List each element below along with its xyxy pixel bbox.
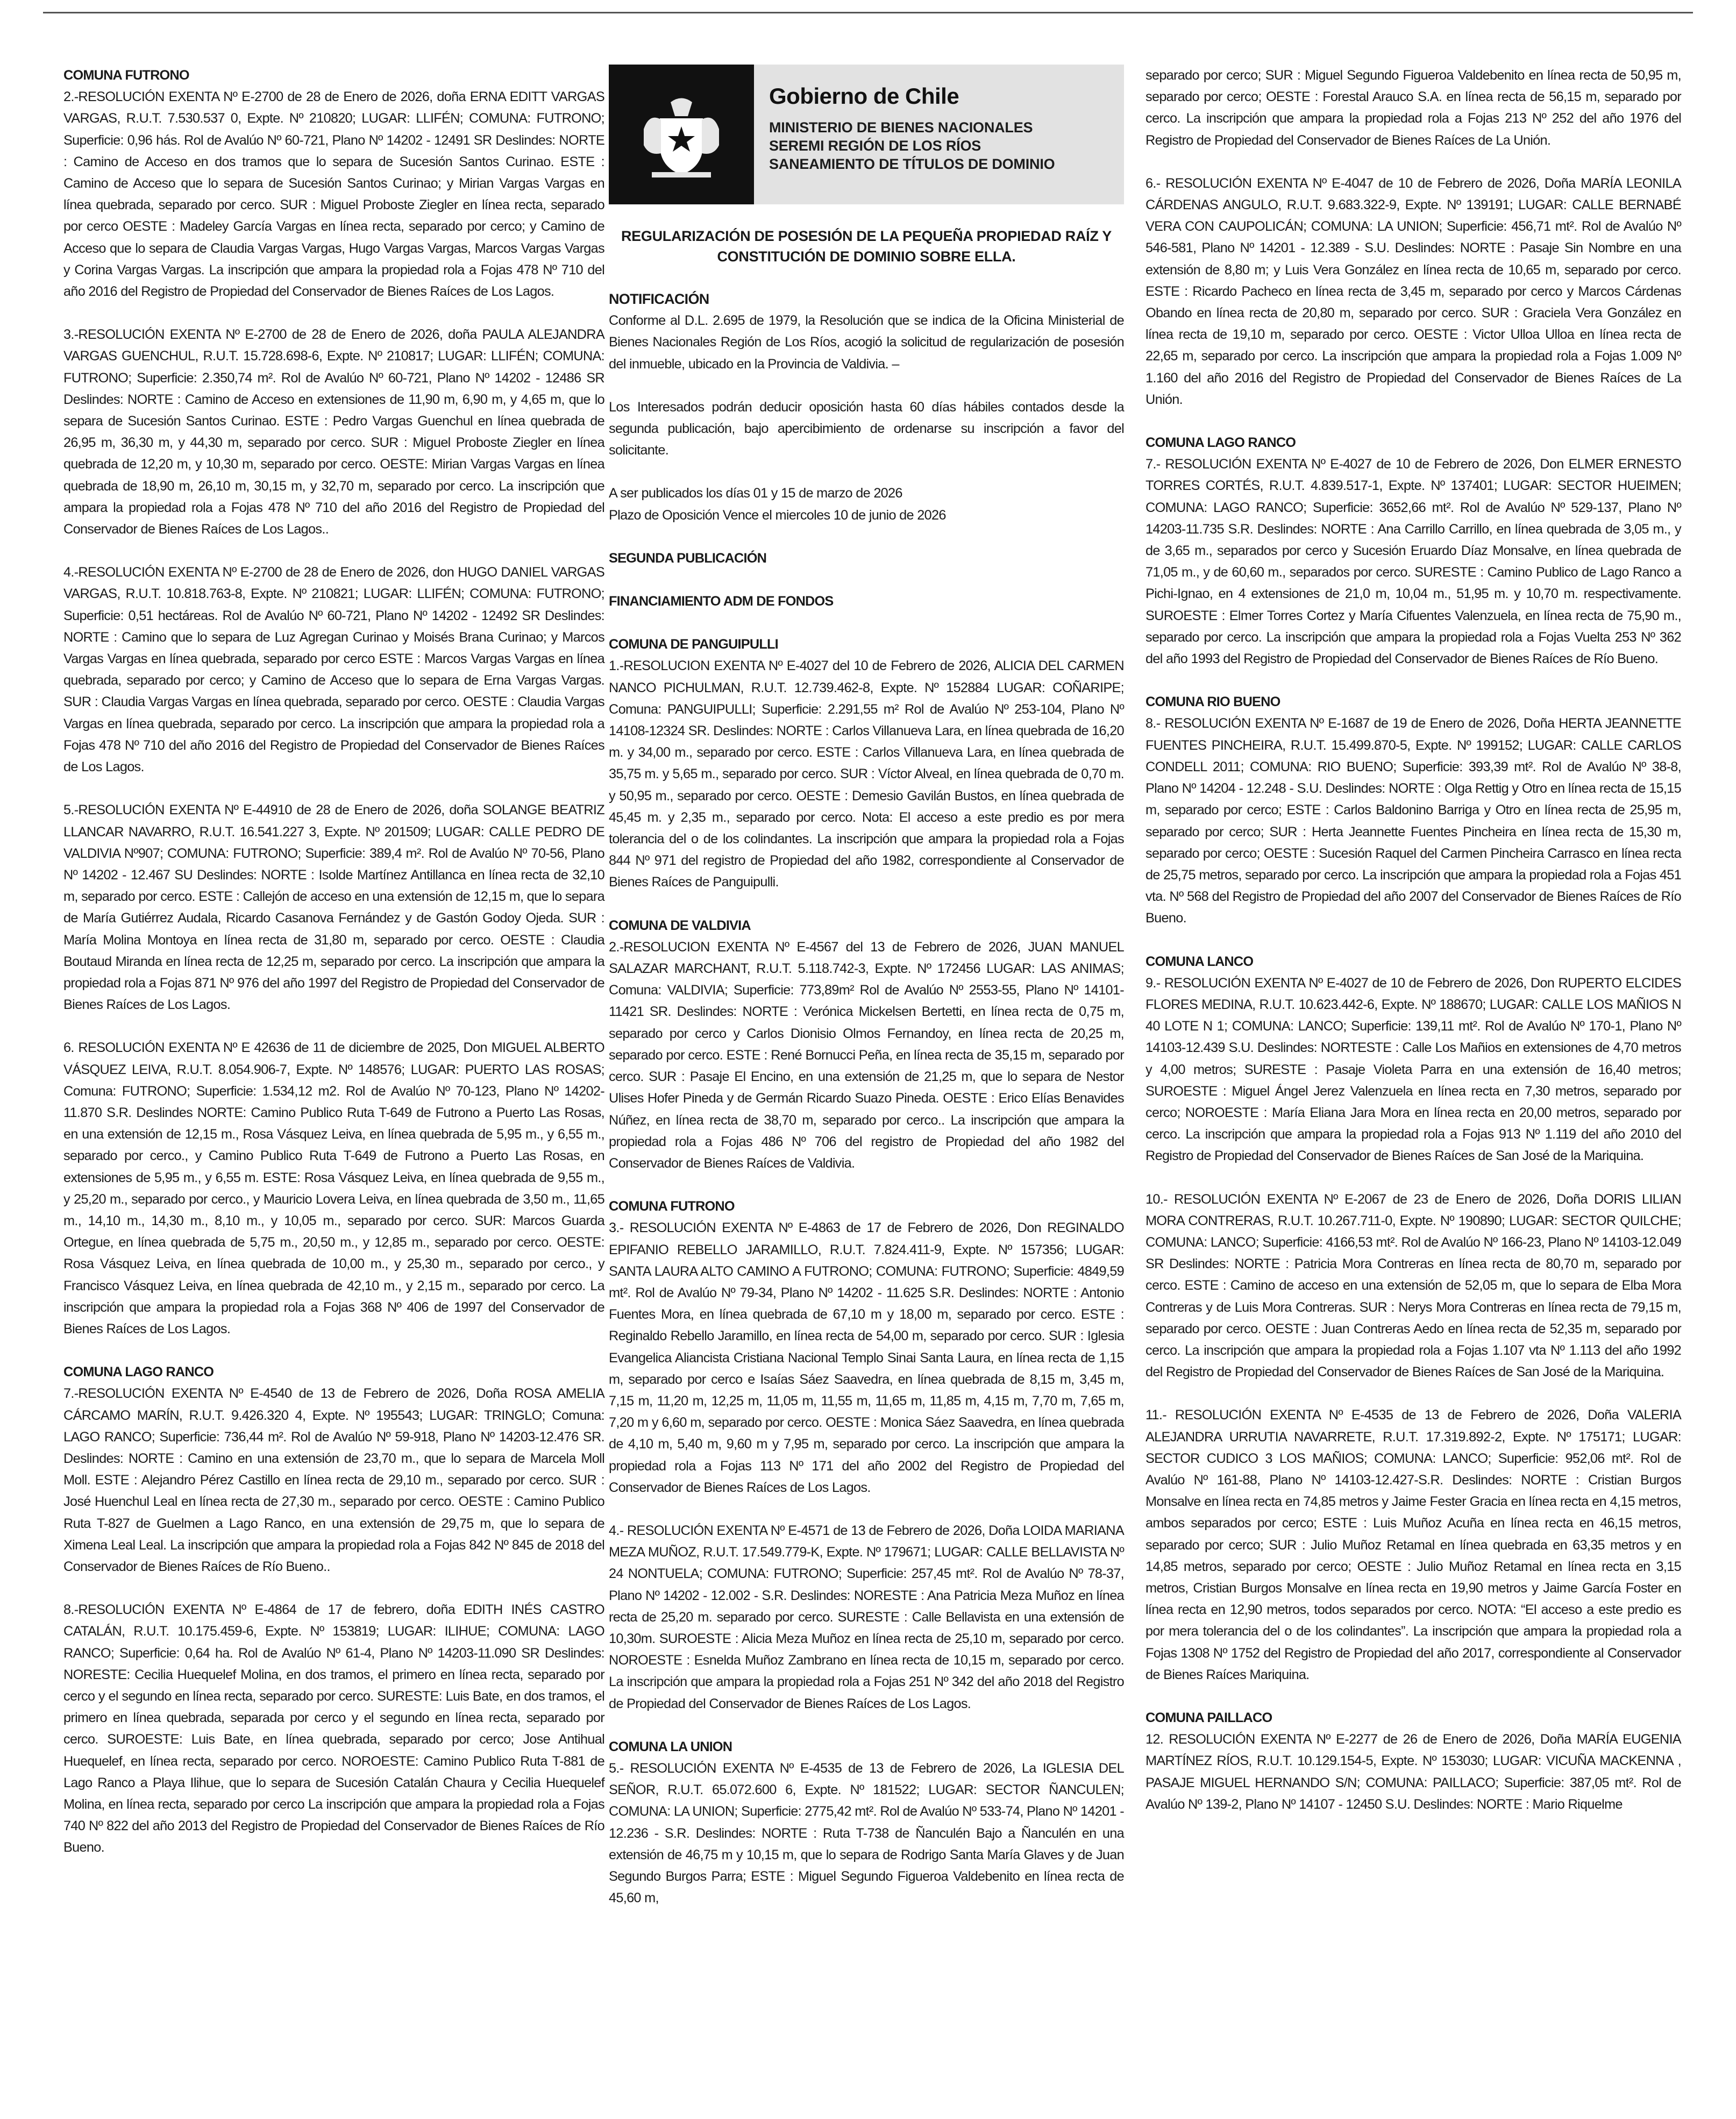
column-right	[1146, 65, 1681, 1815]
gobierno-banner	[609, 65, 1124, 204]
resolution-paragraph: 9.- RESOLUCIÓN EXENTA Nº E-4027 de 10 de Febrero de 2026, Don RUPERTO ELCIDES FLORES MEDINA, R.U.T. 10.623.442-6, Expte. Nº 188670; LUGAR: CALLE LOS MAÑIOS N 40 LOTE N 1; COMUNA: LANCO; Superficie: 139,11 mt². Rol de Avalúo Nº 170-1, Plano Nº 14103-12.439 S.U. Deslindes: NORTESTE : Calle Los Mañios en extensiones de 4,70 metros y 4,00 metros; SURESTE : Pasaje Violeta Parra en una extensión de 16,40 metros; SUROESTE : Miguel Ángel Jerez Valenzuela en línea recta en 7,30 metros, separado por cerco; NOROESTE : María Eliana Jara Mora en línea recta en 20,00 metros, separado por cerco. La inscripción que ampara la propiedad rola a Fojas 913 Nº 1.119 del año 2010 del Registro de Propiedad del Conservador de Bienes Raíces de San José de la Mariquina.	[1146, 975, 1681, 1164]
section-heading: COMUNA LA UNION	[609, 1739, 732, 1754]
resolution-paragraph: 6. RESOLUCIÓN EXENTA Nº E 42636 de 11 de diciembre de 2025, Don MIGUEL ALBERTO VÁSQUEZ LEIVA, R.U.T. 8.054.906-7, Expte. Nº 148576; LUGAR: PUERTO LAS ROSAS; Comuna: FUTRONO; Superficie: 1.534,12 m2. Rol de Avalúo Nº 70-123, Plano Nº 14202-11.870 S.R. Deslindes NORTE: Camino Publico Ruta T-649 de Futrono a Puerto Las Rosas, en una extensión de 12,15 m., Rosa Vásquez Leiva, en línea quebrada de 5,95 m., y 6,55 m., separado por cerco., y Camino Publico Ruta T-649 de Futrono a Puerto Las Rosas, en extensiones de 5,95 m., y 6,55 m. ESTE: Rosa Vásquez Leiva, en línea quebrada de 9,55 m., y 25,20 m., separado por cerco., y Mauricio Lovera Leiva, en línea quebrada de 3,50 m., 11,65 m., 14,10 m., 14,30 m., 8,10 m., y 10,05 m., separado por cerco. SUR: Marcos Guarda Ortegue, en línea quebrada de 5,75 m., 20,50 m., y 12,85 m., separado por cerco. OESTE: Rosa Vásquez Leiva, en línea quebrada de 10,00 m., y 25,30 m., separado por cerco., y Francisco Vásquez Leiva, en línea quebrada de 42,10 m., y 2,15 m., separado por cerco. La inscripción que ampara la propiedad rola a Fojas 368 Nº 406 de 1997 del Conservador de Bienes Raíces de Los Lagos.	[63, 1040, 604, 1336]
resolution-paragraph: 6.- RESOLUCIÓN EXENTA Nº E-4047 de 10 de Febrero de 2026, Doña MARÍA LEONILA CÁRDENAS ANGULO, R.U.T. 9.683.322-9, Expte. Nº 139191; LUGAR: CALLE BERNABÉ VERA CON CAUPOLICÁN; COMUNA: LA UNION; Superficie: 456,71 mt². Rol de Avalúo Nº 546-581, Plano Nº 14201 - 12.389 - S.U. Deslindes: NORTE : Pasaje Sin Nombre en una extensión de 8,80 m; y Luis Vera González en línea recta de 10,65 m, separado por cerco. ESTE : Ricardo Pacheco en línea recta de 3,45 m, separado por cerco y Marcos Cárdenas Obando en línea recta de 20,80 m, separado por cerco. SUR : Graciela Vera González en línea recta de 19,10 m, separado por cerco. OESTE : Victor Ulloa Ulloa en línea recta de 22,65 m, separado por cerco. La inscripción que ampara la propiedad rola a Fojas 1.009 Nº 1.160 del año 2016 del Registro de Propiedad del Conservador de Bienes Raíces de La Unión.	[1146, 175, 1681, 407]
gobierno-title: Gobierno de Chile	[769, 83, 959, 109]
seremi-line: SEREMI REGIÓN DE LOS RÍOS	[769, 138, 981, 154]
section-heading: COMUNA DE VALDIVIA	[609, 918, 751, 933]
notice-title: REGULARIZACIÓN DE POSESIÓN DE LA PEQUEÑA PROPIEDAD RAÍZ Y CONSTITUCIÓN DE DOMINIO SOBRE ELLA.	[621, 228, 1112, 265]
column-left	[63, 65, 604, 1859]
program-line: SANEAMIENTO DE TÍTULOS DE DOMINIO	[769, 156, 1055, 172]
resolution-paragraph: 2.-RESOLUCION EXENTA Nº E-4567 del 13 de Febrero de 2026, JUAN MANUEL SALAZAR MARCHANT, R.U.T. 5.118.742-3, Expte. Nº 172456 LUGAR: LAS ANIMAS; Comuna: VALDIVIA; Superficie: 773,89m² Rol de Avalúo Nº 2553-55, Plano Nº 14101-11421 SR. Deslindes: NORTE : Verónica Mickelsen Bertetti, en línea recta de 0,75 m, separado por cerco y Carlos Dionisio Olmos Fernandoy, en línea recta de 20,25 m, separado por cerco. ESTE : René Bornucci Peña, en línea recta de 35,15 m, separado por cerco. SUR : Pasaje El Encino, en una extensión de 21,25 m, que lo separa de Nestor Ulises Hofer Pineda y de Germán Ricardo Suazo Pineda. OESTE : Erico Elías Benavides Núñez, en línea recta de 38,70 m, separado por cerco.. La inscripción que ampara la propiedad rola a Fojas 486 Nº 706 del registro de Propiedad del año 1982 del Conservador de Bienes Raíces de Valdivia.	[609, 939, 1124, 1171]
resolution-paragraph: 3.- RESOLUCIÓN EXENTA Nº E-4863 de 17 de Febrero de 2026, Don REGINALDO EPIFANIO REBELLO JARAMILLO, R.U.T. 7.824.411-9, Expte. Nº 157356; LUGAR: SANTA LAURA ALTO CAMINO A FUTRONO; COMUNA: FUTRONO; Superficie: 4849,59 mt². Rol de Avalúo Nº 79-34, Plano Nº 14202 - 11.625 S.R. Deslindes: NORTE : Antonio Fuentes Mora, en línea quebrada de 67,10 m y 18,00 m, separado por cerco. ESTE : Reginaldo Rebello Jaramillo, en línea recta de 54,00 m, separado por cerco. SUR : Iglesia Evangelica Aliancista Cristiana Nacional Templo Sinai Santa Laura, en línea recta de 1,15 m, separado por cerco e Isaías Sáez Saavedra, en línea quebrada de 8,15 m, 3,45 m, 7,15 m, 11,20 m, 12,25 m, 11,05 m, 11,55 m, 11,65 m, 11,85 m, 4,15 m, 7,70 m, 7,65 m, 7,20 m y 6,60 m, separado por cerco. OESTE : Monica Sáez Saavedra, en línea quebrada de 4,10 m, 5,40 m, 9,60 m y 7,95 m, separado por cerco. La inscripción que ampara la propiedad rola a Fojas 113 Nº 171 del año 2002 del Registro de Propiedad del Conservador de Bienes Raíces de Los Lagos.	[609, 1220, 1124, 1495]
resolution-paragraph: 3.-RESOLUCIÓN EXENTA Nº E-2700 de 28 de Enero de 2026, doña PAULA ALEJANDRA VARGAS GUENCHUL, R.U.T. 15.728.698-6, Expte. Nº 210817; LUGAR: LLIFÉN; COMUNA: FUTRONO; Superficie: 2.350,74 m². Rol de Avalúo Nº 60-721, Plano Nº 14202 - 12486 SR Deslindes: NORTE : Camino de Acceso en extensiones de 11,90 m, 6,90 m, y 4,65 m, que lo separa de Sucesión Santos Curinao. ESTE : Pedro Vargas Guenchul en línea quebrada de 26,95 m, 36,30 m, y 44,30 m, separado por cerco. SUR : Miguel Proboste Ziegler en línea quebrada de 12,20 m, y 10,30 m, separado por cerco. OESTE: Mirian Vargas Vargas en línea quebrada de 18,90 m, 26,10 m, 30,15 m, y 32,70 m, separado por cerco. La inscripción que ampara la propiedad rola a Fojas 478 Nº 710 del año 2016 del Registro de Propiedad del Conservador de Bienes Raíces de Los Lagos..	[63, 327, 604, 537]
section-heading: COMUNA PAILLACO	[1146, 1710, 1272, 1726]
top-rule	[43, 12, 1693, 13]
section-heading: COMUNA LAGO RANCO	[63, 1364, 214, 1380]
resolution-paragraph: 12. RESOLUCIÓN EXENTA Nº E-2277 de 26 de Enero de 2026, Doña MARÍA EUGENIA MARTÍNEZ RÍOS, R.U.T. 10.129.154-5, Expte. Nº 153030; LUGAR: VICUÑA MACKENNA , PASAJE MIGUEL HERNANDO S/N; COMUNA: PAILLACO; Superficie: 387,05 mt². Rol de Avalúo Nº 139-2, Plano Nº 14107 - 12450 S.U. Deslindes: NORTE : Mario Riquelme	[1146, 1732, 1681, 1812]
resolution-paragraph: 10.- RESOLUCIÓN EXENTA Nº E-2067 de 23 de Enero de 2026, Doña DORIS LILIAN MORA CONTRERAS, R.U.T. 10.267.711-0, Expte. Nº 190890; LUGAR: SECTOR QUILCHE; COMUNA: LANCO; Superficie: 4166,53 mt². Rol de Avalúo Nº 166-23, Plano Nº 14103-12.049 SR Deslindes: NORTE : Patricia Mora Contreras en línea recta de 80,70 m, separado por cerco. ESTE : Camino de acceso en una extensión de 52,05 m, que lo separa de Elba Mora Contreras y de Luis Mora Contreras. SUR : Nerys Mora Contreras en línea recta de 79,15 m, separado por cerco. OESTE : Juan Contreras Aedo en línea recta de 52,35 m, separado por cerco. La inscripción que ampara la propiedad rola a Fojas 1.107 vta Nº 1.113 del año 1992 del Registro de Propiedad del Conservador de Bienes Raíces de San José de la Mariquina.	[1146, 1191, 1681, 1380]
resolution-paragraph: 7.- RESOLUCIÓN EXENTA Nº E-4027 de 10 de Febrero de 2026, Don ELMER ERNESTO TORRES CORTÉS, R.U.T. 4.839.517-1, Expte. Nº 137401; LUGAR: SECTOR HUEIMEN; COMUNA: LAGO RANCO; Superficie: 3652,66 mt². Rol de Avalúo Nº 529-137, Plano Nº 14203-11.735 S.R. Deslindes: NORTE : Ana Carrillo Carrillo, en línea quebrada de 3,05 m., y de 3,65 m., separados por cerco y Sucesión Eruardo Díaz Monsalve, en línea quebrada de 71,05 m., y de 60,60 m., separados por cerco. SURESTE : Camino Publico de Lago Ranco a Pichi-Ignao, en 4 extensiones de 21,0 m, 10,04 m., 51,95 m. y 10,70 m. respectivamente. SUROESTE : Elmer Torres Cortez y María Cifuentes Valenzuela, en línea recta de 75,90 m., separado por cerco. La inscripción que ampara la propiedad rola a Fojas Vuelta 253 Nº 362 del año 1993 del Registro de Propiedad del Conservador de Bienes Raíces de Río Bueno.	[1146, 457, 1681, 667]
section-heading: COMUNA RIO BUENO	[1146, 694, 1280, 710]
resolution-paragraph: separado por cerco; SUR : Miguel Segundo Figueroa Valdebenito en línea recta de 50,95 m, separado por cerco; OESTE : Forestal Arauco S.A. en línea recta de 56,15 m, separado por cerco. La inscripción que ampara la propiedad rola a Fojas 213 Nº 252 del año 1976 del Registro de Propiedad del Conservador de Bienes Raíces de La Unión.	[1146, 68, 1681, 148]
publication-label: SEGUNDA PUBLICACIÓN	[609, 550, 767, 566]
section-heading: COMUNA LAGO RANCO	[1146, 435, 1296, 451]
financing-label: FINANCIAMIENTO ADM DE FONDOS	[609, 594, 834, 609]
resolution-paragraph: 4.-RESOLUCIÓN EXENTA Nº E-2700 de 28 de Enero de 2026, don HUGO DANIEL VARGAS VARGAS, R.U.T. 10.818.763-8, Expte. Nº 210821; LUGAR: LLIFÉN; COMUNA: FUTRONO; Superficie: 0,51 hectáreas. Rol de Avalúo Nº 60-721, Plano Nº 14202 - 12492 SR Deslindes: NORTE : Camino que lo separa de Luz Agregan Curinao y Moisés Brana Curinao; y Marcos Vargas Vargas en línea quebrada, separado por cerco ESTE : Marcos Vargas Vargas en línea quebrada, separado por cerco; y Camino de Acceso que lo separa de Erna Vargas Vargas. SUR : Claudia Vargas Vargas en línea quebrada, separado por cerco. OESTE : Claudia Vargas Vargas en línea quebrada, separado por cerco. La inscripción que ampara la propiedad rola a Fojas 478 Nº 710 del año 2016 del Registro de Propiedad del Conservador de Bienes Raíces de Los Lagos.	[63, 565, 604, 775]
resolution-paragraph: 7.-RESOLUCIÓN EXENTA Nº E-4540 de 13 de Febrero de 2026, Doña ROSA AMELIA CÁRCAMO MARÍN, R.U.T. 9.426.320 4, Expte. Nº 195543; LUGAR: TRINGLO; Comuna: LAGO RANCO; Superficie: 736,44 m². Rol de Avalúo Nº 59-918, Plano Nº 14203-12.476 SR. Deslindes: NORTE : Camino en una extensión de 23,70 m., que lo separa de Marcela Moll Moll. ESTE : Alejandro Pérez Castillo en línea recta de 29,10 m., separado por cerco. SUR : José Huenchul Leal en línea recta de 27,30 m., separado por cerco. OESTE : Camino Publico Ruta T-827 de Guelmen a Lago Ranco, en una extensión de 29,75 m, que lo separa de Ximena Leal Leal. La inscripción que ampara la propiedad rola a Fojas 842 Nº 845 de 2018 del Conservador de Bienes Raíces de Río Bueno..	[63, 1386, 604, 1574]
section-heading: COMUNA LANCO	[1146, 954, 1254, 969]
opposition-deadline: Plazo de Oposición Vence el miercoles 10 de junio de 2026	[609, 507, 946, 523]
chile-coat-of-arms-logo	[609, 65, 754, 204]
resolution-paragraph: 5.- RESOLUCIÓN EXENTA Nº E-4535 de 13 de Febrero de 2026, La IGLESIA DEL SEÑOR, R.U.T. 65.072.600 6, Expte. Nº 181522; LUGAR: SECTOR ÑANCULEN; COMUNA: LA UNION; Superficie: 2775,42 mt². Rol de Avalúo Nº 533-74, Plano Nº 14201 - 12.236 - S.R. Deslindes: NORTE : Ruta T-738 de Ñanculén Bajo a Ñanculén en una extensión de 46,75 m y 10,15 m, que lo separa de Rodrigo Santa María Glaves y de Juan Segundo Burgos Parra; ESTE : Miguel Segundo Figueroa Valdebenito en línea recta de 45,60 m,	[609, 1760, 1124, 1906]
column-center	[609, 65, 1124, 1909]
notification-paragraph: Los Interesados podrán deducir oposición hasta 60 días hábiles contados desde la segunda publicación, bajo apercibimiento de ordenarse su inscripción a favor del solicitante.	[609, 399, 1124, 458]
coat-of-arms-icon	[628, 81, 735, 188]
resolution-paragraph: 4.- RESOLUCIÓN EXENTA Nº E-4571 de 13 de Febrero de 2026, Doña LOIDA MARIANA MEZA MUÑOZ, R.U.T. 17.549.779-K, Expte. Nº 179671; LUGAR: CALLE BELLAVISTA Nº 24 NONTUELA; COMUNA: FUTRONO; Superficie: 257,45 mt². Rol de Avalúo Nº 78-37, Plano Nº 14202 - 12.002 - S.R. Deslindes: NORESTE : Ana Patricia Meza Muñoz en línea recta de 25,20 m. separado por cerco. SURESTE : Calle Bellavista en una extensión de 10,30m. SUROESTE : Alicia Meza Muñoz en línea recta de 25,10 m, separado por cerco. NOROESTE : Esnelda Muñoz Zambrano en línea recta de 10,15 m, separado por cerco. La inscripción que ampara la propiedad rola a Fojas 251 Nº 342 del año 2018 del Registro de Propiedad del Conservador de Bienes Raíces de Los Lagos.	[609, 1523, 1124, 1711]
resolution-paragraph: 8.- RESOLUCIÓN EXENTA Nº E-1687 de 19 de Enero de 2026, Doña HERTA JEANNETTE FUENTES PINCHEIRA, R.U.T. 15.499.870-5, Expte. Nº 199152; LUGAR: CALLE CARLOS CONDELL 2011; COMUNA: RIO BUENO; Superficie: 393,39 mt². Rol de Avalúo Nº 38-8, Plano Nº 14204 - 12.248 - S.U. Deslindes: NORTE : Olga Rettig y Otro en línea recta de 15,15 m, separado por cerco; ESTE : Carlos Baldonino Barriga y Otro en línea recta de 25,95 m, separado por cerco; SUR : Herta Jeannette Fuentes Pincheira en línea recta de 15,30 m, separado por cerco; OESTE : Sucesión Raquel del Carmen Pincheira Carrasco en línea recta de 25,75 metros, separado por cerco. La inscripción que ampara la propiedad rola a Fojas 451 vta. Nº 568 del Registro de Propiedad del año 2007 del Conservador de Bienes Raíces de Río Bueno.	[1146, 716, 1681, 926]
notification-paragraph: Conforme al D.L. 2.695 de 1979, la Resolución que se indica de la Oficina Ministerial de Bienes Nacionales Región de Los Ríos, acogió la solicitud de regularización de posesión del inmueble, ubicado en la Provincia de Valdivia. –	[609, 313, 1124, 372]
notification-heading: NOTIFICACIÓN	[609, 291, 709, 307]
resolution-paragraph: 8.-RESOLUCIÓN EXENTA Nº E-4864 de 17 de febrero, doña EDITH INÉS CASTRO CATALÁN, R.U.T. 10.175.459-6, Expte. Nº 153819; LUGAR: ILIHUE; COMUNA: LAGO RANCO; Superficie: 0,64 ha. Rol de Avalúo Nº 61-4, Plano Nº 14203-11.090 SR Deslindes: NORESTE: Cecilia Huequelef Molina, en dos tramos, el primero en línea recta, separado por cerco y el segundo en línea recta, separado por cerco. SURESTE: Luis Bate, en dos tramos, el primero en línea quebrada, separada por cerco y el segundo en línea recta, separado por cerco. SUROESTE: Luis Bate, en línea quebrada, separado por cerco; Jose Antihual Huequelef, en línea recta, separado por cerco. NOROESTE: Camino Publico Ruta T-881 de Lago Ranco a Playa Ilihue, que lo separa de Sucesión Catalán Chaura y Cecilia Huequelef Molina, en línea recta, separado por cerco La inscripción que ampara la propiedad rola a Fojas 740 Nº 822 del año 2013 del Registro de Propiedad del Conservador de Bienes Raíces de Río Bueno.	[63, 1602, 604, 1855]
section-heading: COMUNA FUTRONO	[63, 68, 189, 83]
resolution-paragraph: 1.-RESOLUCION EXENTA Nº E-4027 del 10 de Febrero de 2026, ALICIA DEL CARMEN NANCO PICHULMAN, R.U.T. 12.739.462-8, Expte. Nº 152884 LUGAR: COÑARIPE; Comuna: PANGUIPULLI; Superficie: 2.291,55 m² Rol de Avalúo Nº 253-104, Plano Nº 14108-12324 SR. Deslindes: NORTE : Carlos Villanueva Lara, en línea quebrada de 16,20 m. y 34,00 m., separado por cerco. ESTE : Carlos Villanueva Lara, en línea quebrada de 35,75 m. y 5,65 m., separado por cerco. SUR : Víctor Alveal, en línea quebrada de 0,70 m. y 50,95 m., separado por cerco. OESTE : Demesio Gavilán Bustos, en línea quebrada de 45,45 m. y 2,35 m., separado por cerco. Nota: El acceso a este predio es por mera tolerancia del o de los colindantes. La inscripción que ampara la propiedad rola a Fojas 844 Nº 971 del registro de Propiedad del año 1982, correspondiente al Conservador de Bienes Raíces de Panguipulli.	[609, 658, 1124, 890]
resolution-paragraph: 5.-RESOLUCIÓN EXENTA Nº E-44910 de 28 de Enero de 2026, doña SOLANGE BEATRIZ LLANCAR NAVARRO, R.U.T. 16.541.227 3, Expte. Nº 201509; LUGAR: CALLE PEDRO DE VALDIVIA Nº907; COMUNA: FUTRONO; Superficie: 389,4 m². Rol de Avalúo Nº 70-56, Plano Nº 14202 - 12.467 SU Deslindes: NORTE : Isolde Martínez Antillanca en línea recta de 32,10 m, separado por cerco. ESTE : Callejón de acceso en una extensión de 12,15 m, que lo separa de María Gutiérrez Audala, Ricardo Casanova Fernández y de Gastón Godoy Ojeda. SUR : María Molina Montoya en línea recta de 31,80 m, separado por cerco. OESTE : Claudia Boutaud Miranda en línea recta de 12,25 m, separado por cerco. La inscripción que ampara la propiedad rola a Fojas 871 Nº 976 del año 1997 del Registro de Propiedad del Conservador de Bienes Raíces de Los Lagos.	[63, 802, 604, 1013]
section-heading: COMUNA FUTRONO	[609, 1199, 735, 1214]
publication-dates: A ser publicados los días 01 y 15 de marzo de 2026	[609, 486, 902, 501]
resolution-paragraph: 2.-RESOLUCIÓN EXENTA Nº E-2700 de 28 de Enero de 2026, doña ERNA EDITT VARGAS VARGAS, R.U.T. 7.530.537 0, Expte. Nº 210820; LUGAR: LLIFÉN; COMUNA: FUTRONO; Superficie: 0,96 hás. Rol de Avalúo Nº 60-721, Plano Nº 14202 - 12491 SR Deslindes: NORTE : Camino de Acceso en dos tramos que lo separa de Sucesión Santos Curinao. ESTE : Camino de Acceso que lo separa de Sucesión Santos Curinao; y Mirian Vargas Vargas en línea quebrada, separado por cerco. SUR : Miguel Proboste Ziegler en línea recta, separado por cerco OESTE : Madeley García Vargas en línea recta, separado por cerco; y Camino de Acceso que lo separa de Claudia Vargas Vargas, Hugo Vargas Vargas, Marcos Vargas Vargas y Corina Vargas Vargas. La inscripción que ampara la propiedad rola a Fojas 478 Nº 710 del año 2016 del Registro de Propiedad del Conservador de Bienes Raíces de Los Lagos.	[63, 89, 604, 300]
ministry-line: MINISTERIO DE BIENES NACIONALES	[769, 119, 1033, 136]
banner-text	[754, 65, 1124, 204]
resolution-paragraph: 11.- RESOLUCIÓN EXENTA Nº E-4535 de 13 de Febrero de 2026, Doña VALERIA ALEJANDRA URRUTIA NAVARRETE, R.U.T. 17.319.892-2, Expte. Nº 175171; LUGAR: SECTOR CUDICO 3 LOS MAÑIOS; COMUNA: LANCO; Superficie: 952,06 mt². Rol de Avalúo Nº 161-88, Plano Nº 14103-12.427-S.R. Deslindes: NORTE : Cristian Burgos Monsalve en línea recta en 74,85 metros y Jaime Fester Gracia en línea recta en 4,15 metros, ambos separados por cerco; ESTE : Luis Muñoz Acuña en línea recta en 46,15 metros, separado por cerco; SUR : Julio Muñoz Retamal en línea quebrada en 63,35 metros y en 14,85 metros, separado por cerco; OESTE : Julio Muñoz Retamal en línea recta en 3,15 metros, Cristian Burgos Monsalve en línea recta en 19,90 metros y Jaime García Foster en línea recta en 12,90 metros, todos separados por cerco. NOTA: “El acceso a este predio es por mera tolerancia del o de los colindantes”. La inscripción que ampara la propiedad rola a Fojas 1308 Nº 1752 del Registro de Propiedad del año 2017, correspondiente al Conservador de Bienes Raíces Mariquina.	[1146, 1407, 1681, 1682]
section-heading: COMUNA DE PANGUIPULLI	[609, 637, 778, 652]
